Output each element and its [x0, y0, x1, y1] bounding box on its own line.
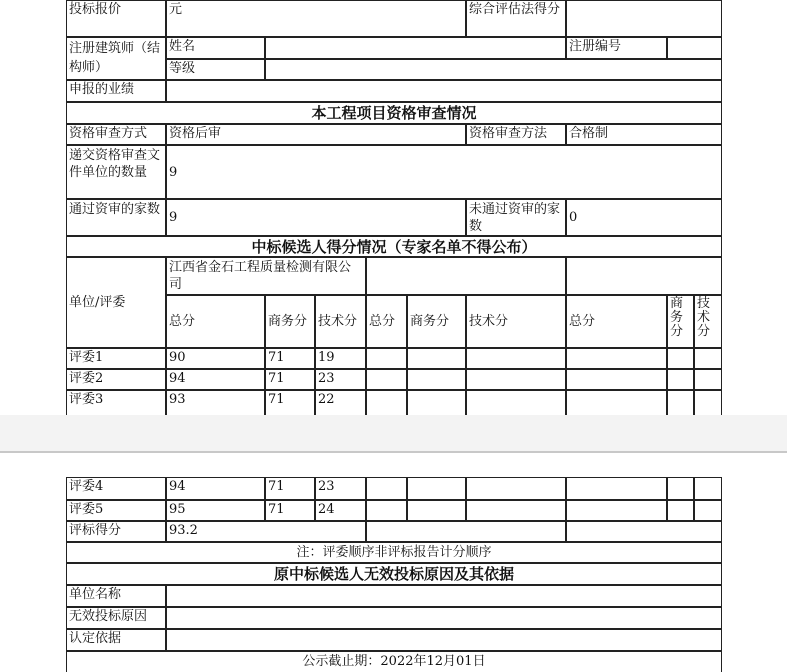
- judge-3-label: 评委3: [66, 390, 166, 415]
- judge-1-total: 90: [166, 348, 265, 369]
- judge-1-empty-e: [667, 348, 694, 369]
- judge-1-empty-d: [566, 348, 667, 369]
- judge-1-empty-c: [466, 348, 566, 369]
- judge-1-empty-f: [694, 348, 722, 369]
- qual-approach-value: 合格制: [566, 124, 722, 145]
- judge-2-technical: 23: [315, 369, 366, 390]
- judge-3-total: 93: [166, 390, 265, 415]
- judge-4-empty-c: [466, 477, 566, 500]
- reg-no-label: 注册编号: [566, 37, 667, 59]
- judge-2-empty-a: [366, 369, 407, 390]
- passed-count-value: 9: [166, 199, 466, 236]
- architect-label: 注册建筑师（结构师）: [66, 37, 166, 80]
- header-total-3: 总分: [566, 295, 667, 348]
- header-business-1: 商务分: [265, 295, 315, 348]
- submitted-count-value: 9: [166, 145, 722, 199]
- bid-price-label: 投标报价: [66, 0, 166, 37]
- judge-4-label: 评委4: [66, 477, 166, 500]
- judge-5-empty-b: [407, 500, 466, 521]
- judge-3-empty-b: [407, 390, 466, 415]
- grade-value: [265, 59, 722, 80]
- header-business-3: 商务分: [667, 295, 694, 348]
- name-label: 姓名: [166, 37, 265, 59]
- failed-count-value: 0: [566, 199, 722, 236]
- judge-5-empty-a: [366, 500, 407, 521]
- publicity-deadline: 公示截止期：2022年12月01日: [66, 651, 722, 672]
- judge-5-empty-d: [566, 500, 667, 521]
- page-2: [0, 453, 787, 672]
- judge-1-business: 71: [265, 348, 315, 369]
- judge-4-business: 71: [265, 477, 315, 500]
- header-total-2: 总分: [366, 295, 407, 348]
- performance-label: 申报的业绩: [66, 80, 166, 102]
- company-3-name: [566, 257, 722, 295]
- judge-3-technical: 22: [315, 390, 366, 415]
- unit-name-value: [166, 585, 722, 607]
- header-technical-3: 技术分: [694, 295, 722, 348]
- judge-4-empty-f: [694, 477, 722, 500]
- qual-method-label: 资格审查方式: [66, 124, 166, 145]
- passed-count-label: 通过资审的家数: [66, 199, 166, 236]
- final-score-value: 93.2: [166, 521, 366, 542]
- unit-name-label: 单位名称: [66, 585, 166, 607]
- comprehensive-score-label: 综合评估法得分: [466, 0, 566, 37]
- judge-order-note: 注：评委顺序非评标报告计分顺序: [66, 542, 722, 563]
- judge-4-total: 94: [166, 477, 265, 500]
- reg-no-value: [667, 37, 722, 59]
- judge-2-empty-e: [667, 369, 694, 390]
- grade-label: 等级: [166, 59, 265, 80]
- judge-5-empty-e: [667, 500, 694, 521]
- header-technical-2: 技术分: [466, 295, 566, 348]
- judge-4-empty-d: [566, 477, 667, 500]
- judge-3-empty-a: [366, 390, 407, 415]
- judge-2-empty-b: [407, 369, 466, 390]
- failed-count-label: 未通过资审的家数: [466, 199, 566, 236]
- judge-3-empty-d: [566, 390, 667, 415]
- judge-2-business: 71: [265, 369, 315, 390]
- final-score-2: [366, 521, 566, 542]
- company-2-name: [366, 257, 566, 295]
- invalid-reason-label: 无效投标原因: [66, 607, 166, 629]
- qualification-section-title: 本工程项目资格审查情况: [66, 102, 722, 124]
- page-break: [0, 415, 787, 453]
- judge-2-label: 评委2: [66, 369, 166, 390]
- judge-2-empty-d: [566, 369, 667, 390]
- judge-2-empty-c: [466, 369, 566, 390]
- qual-method-value: 资格后审: [166, 124, 466, 145]
- bid-price-value: 元: [166, 0, 466, 37]
- company-name: 江西省金石工程质量检测有限公司: [166, 257, 366, 295]
- scores-section-title: 中标候选人得分情况（专家名单不得公布）: [66, 236, 722, 257]
- judge-1-empty-b: [407, 348, 466, 369]
- result-table-part-1: [66, 0, 722, 415]
- result-table-part-2: [66, 453, 722, 672]
- judge-5-total: 95: [166, 500, 265, 521]
- judge-3-empty-c: [466, 390, 566, 415]
- final-score-3: [566, 521, 722, 542]
- invalid-reason-value: [166, 607, 722, 629]
- basis-label: 认定依据: [66, 629, 166, 651]
- judge-5-empty-c: [466, 500, 566, 521]
- qual-approach-label: 资格审查方法: [466, 124, 566, 145]
- header-total-1: 总分: [166, 295, 265, 348]
- judge-2-empty-f: [694, 369, 722, 390]
- judge-1-technical: 19: [315, 348, 366, 369]
- final-score-label: 评标得分: [66, 521, 166, 542]
- judge-1-label: 评委1: [66, 348, 166, 369]
- comprehensive-score-value: [566, 0, 722, 37]
- judge-3-empty-f: [694, 390, 722, 415]
- basis-value: [166, 629, 722, 651]
- judge-4-empty-b: [407, 477, 466, 500]
- submitted-count-label: 递交资格审查文件单位的数量: [66, 145, 166, 199]
- judge-1-empty-a: [366, 348, 407, 369]
- name-value: [265, 37, 566, 59]
- judge-4-technical: 23: [315, 477, 366, 500]
- judge-5-label: 评委5: [66, 500, 166, 521]
- judge-5-empty-f: [694, 500, 722, 521]
- invalid-section-title: 原中标候选人无效投标原因及其依据: [66, 563, 722, 585]
- judge-5-business: 71: [265, 500, 315, 521]
- performance-value: [166, 80, 722, 102]
- judge-4-empty-a: [366, 477, 407, 500]
- judge-5-technical: 24: [315, 500, 366, 521]
- judge-2-total: 94: [166, 369, 265, 390]
- unit-judge-header: 单位/评委: [66, 257, 166, 348]
- judge-4-empty-e: [667, 477, 694, 500]
- header-business-2: 商务分: [407, 295, 466, 348]
- judge-3-empty-e: [667, 390, 694, 415]
- header-technical-1: 技术分: [315, 295, 366, 348]
- judge-3-business: 71: [265, 390, 315, 415]
